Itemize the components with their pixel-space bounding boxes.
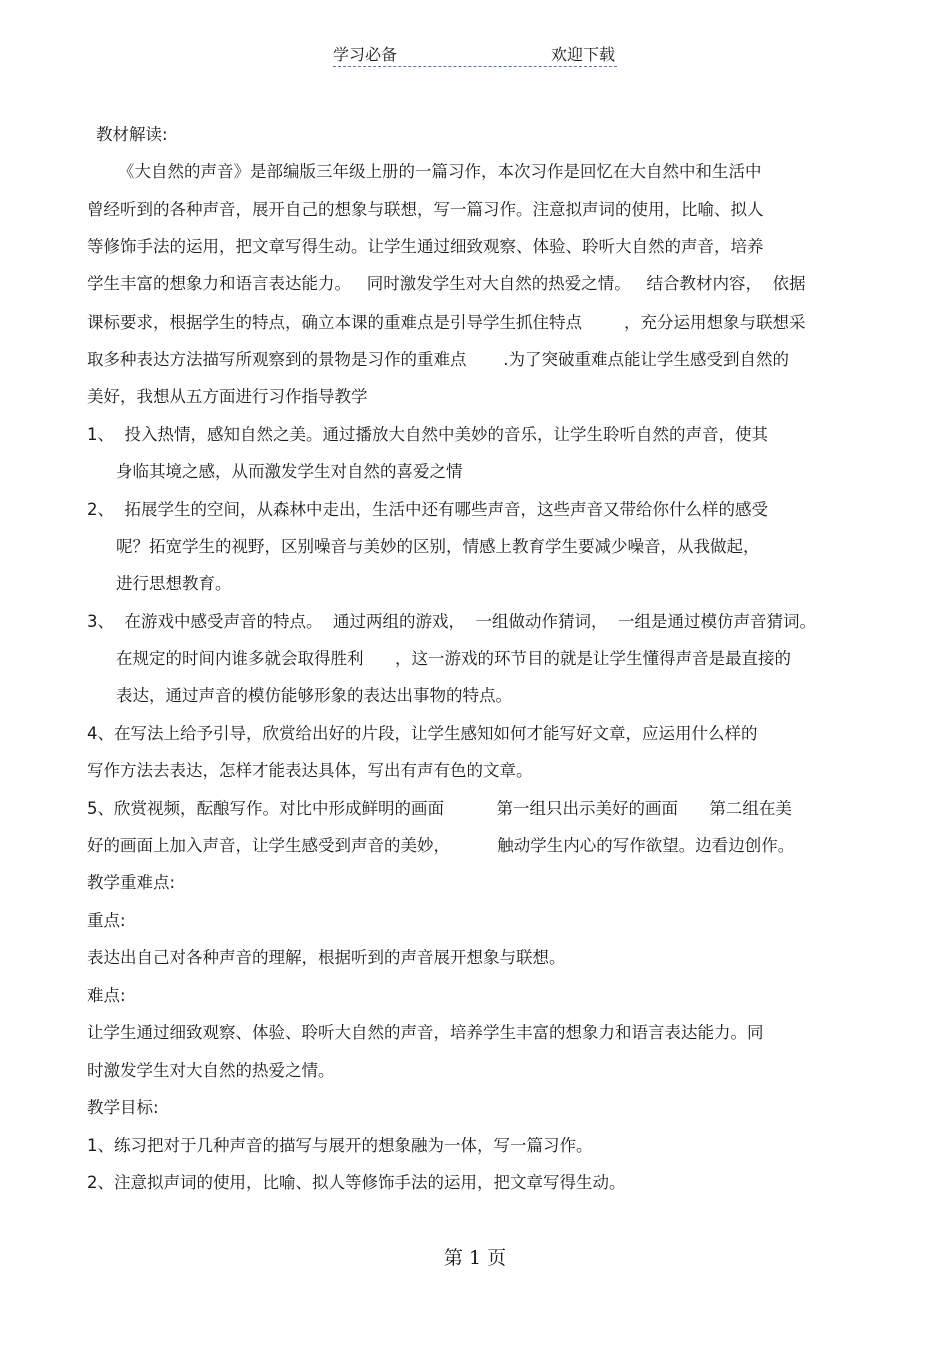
- text-line: 进行思想教育。: [116, 574, 232, 593]
- section-heading: 教学重难点:: [87, 873, 176, 892]
- section-heading: 重点:: [87, 911, 126, 930]
- list-item: 1、 投入热情，感知自然之美。通过播放大自然中美妙的音乐，让学生聆听自然的声音，使其: [87, 425, 768, 444]
- text-line: 美好，我想从五方面进行习作指导教学: [87, 387, 368, 406]
- text-line: 让学生通过细致观察、体验、聆听大自然的声音，培养学生丰富的想象力和语言表达能力。同: [87, 1023, 764, 1042]
- text-line: 呢？拓宽学生的视野，区别噪音与美妙的区别，情感上教育学生要减少噪音，从我做起，: [116, 537, 760, 556]
- text-line: 曾经听到的各种声音，展开自己的想象与联想，写一篇习作。注意拟声词的使用，比喻、拟人: [87, 200, 764, 219]
- list-item: 1、练习把对于几种声音的描写与展开的想象融为一体，写一篇习作。: [87, 1136, 593, 1155]
- list-item: 5、欣赏视频，酝酿写作。对比中形成鲜明的画面 第一组只出示美好的画面 第二组在美: [87, 799, 792, 818]
- page-header: [333, 42, 617, 67]
- text-line: 等修饰手法的运用，把文章写得生动。让学生通过细致观察、体验、聆听大自然的声音，培养: [87, 237, 764, 256]
- text-line: 教材解读:: [96, 125, 168, 144]
- section-heading: 教学目标:: [87, 1098, 159, 1117]
- text-line: 表达，通过声音的模仿能够形象的表达出事物的特点。: [116, 686, 512, 705]
- text-line: 写作方法去表达，怎样才能表达具体，写出有声有色的文章。: [87, 761, 533, 780]
- text-line: 学生丰富的想象力和语言表达能力。 同时激发学生对大自然的热爱之情。 结合教材内容， 依据: [87, 274, 806, 293]
- list-item: 2、注意拟声词的使用，比喻、拟人等修饰手法的运用，把文章写得生动。: [87, 1173, 626, 1192]
- text-line: 在规定的时间内谁多就会取得胜利 ，这一游戏的环节目的就是让学生懂得声音是最直接的: [116, 649, 791, 668]
- text-line: 取多种表达方法描写所观察到的景物是习作的重难点 .为了突破重难点能让学生感受到自然的: [87, 350, 789, 369]
- text-line: 时激发学生对大自然的热爱之情。: [87, 1061, 335, 1080]
- text-line: 好的画面上加入声音，让学生感受到声音的美妙， 触动学生内心的写作欲望。边看边创作。: [87, 836, 795, 855]
- header-right-text: 欢迎下载: [550, 45, 615, 64]
- text-line: 身临其境之感，从而激发学生对自然的喜爱之情: [116, 462, 463, 481]
- text-line: 《大自然的声音》是部编版三年级上册的一篇习作，本次习作是回忆在大自然中和生活中: [118, 162, 762, 181]
- list-item: 4、在写法上给予引导，欣赏给出好的片段，让学生感知如何才能写好文章，应运用什么样的: [87, 724, 758, 743]
- header-left-text: 学习必备: [333, 45, 398, 64]
- page-number: 第 1 页: [443, 1247, 507, 1269]
- list-item: 3、 在游戏中感受声音的特点。 通过两组的游戏， 一组做动作猜词， 一组是通过模仿声音猜词。: [87, 612, 816, 631]
- text-line: 课标要求，根据学生的特点，确立本课的重难点是引导学生抓住特点 ，充分运用想象与联想采: [87, 313, 806, 332]
- list-item: 2、 拓展学生的空间，从森林中走出，生活中还有哪些声音，这些声音又带给你什么样的感受: [87, 500, 768, 519]
- text-line: 表达出自己对各种声音的理解，根据听到的声音展开想象与联想。: [87, 948, 566, 967]
- section-heading: 难点:: [87, 986, 126, 1005]
